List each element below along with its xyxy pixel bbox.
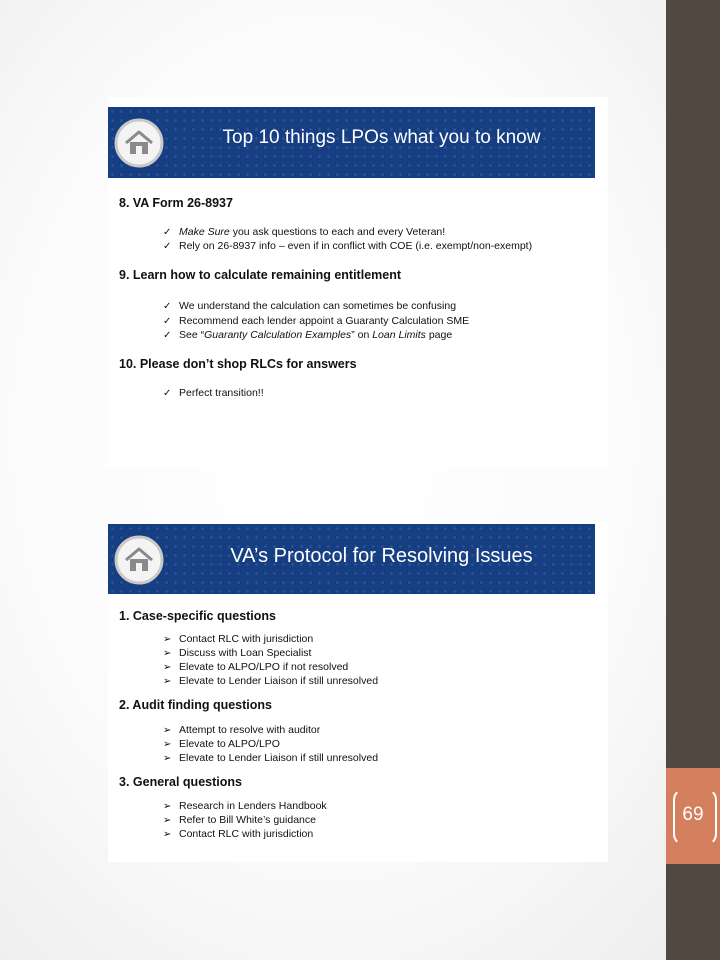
arrow-bullet-icon: ➢ (163, 725, 172, 736)
arrow-bullet-icon: ➢ (163, 753, 172, 764)
item-text: Elevate to Lender Liaison if still unresolved (179, 675, 379, 687)
list-item (163, 752, 378, 764)
item-text: Discuss with Loan Specialist (179, 647, 312, 659)
checkmark-icon: ✓ (163, 301, 172, 312)
item-text: Refer to Bill White’s guidance (179, 814, 316, 826)
item-text: page (425, 329, 453, 341)
checkmark-icon: ✓ (163, 316, 172, 327)
section-heading: 10. Please don’t shop RLCs for answers (119, 357, 357, 371)
item-text: See “ (179, 329, 205, 341)
page-number: 69 (682, 804, 704, 825)
item-text: Elevate to Lender Liaison if still unresolved (179, 752, 379, 764)
item-emphasis: Make Sure (179, 226, 230, 238)
slide-2-title-banner (108, 524, 595, 594)
arrow-bullet-icon: ➢ (163, 801, 172, 812)
list-item (163, 828, 313, 840)
item-text: Contact RLC with jurisdiction (179, 828, 314, 840)
list-item (163, 226, 445, 238)
list-item (163, 814, 316, 826)
slide-1-title-banner (108, 107, 595, 178)
slide-image-2 (108, 522, 608, 862)
item-emphasis: Loan Limits (372, 329, 426, 341)
slide-2-title: VA’s Protocol for Resolving Issues (230, 545, 533, 567)
item-emphasis: Guaranty Calculation Examples (204, 329, 352, 341)
item-text: Perfect transition!! (179, 387, 264, 399)
item-text: Rely on 26-8937 info – even if in conflict with COE (i.e. exempt/non-exempt) (179, 240, 533, 252)
section-heading: 3. General questions (119, 775, 242, 789)
checkmark-icon: ✓ (163, 241, 172, 252)
list-item (163, 633, 313, 645)
slide-1-title: Top 10 things LPOs what you to know (222, 127, 541, 148)
item-text: Research in Lenders Handbook (179, 800, 327, 812)
list-item (163, 240, 532, 252)
section-heading: 2. Audit finding questions (119, 698, 272, 712)
checkmark-icon: ✓ (163, 227, 172, 238)
arrow-bullet-icon: ➢ (163, 634, 172, 645)
list-item (163, 647, 311, 659)
page-number-badge (666, 768, 720, 864)
list-item (163, 315, 469, 327)
arrow-bullet-icon: ➢ (163, 739, 172, 750)
list-item (163, 329, 452, 341)
item-text: Elevate to ALPO/LPO (179, 738, 280, 750)
item-text: Contact RLC with jurisdiction (179, 633, 314, 645)
section-heading: 9. Learn how to calculate remaining entitlement (119, 268, 402, 282)
checkmark-icon: ✓ (163, 388, 172, 399)
item-text: you ask questions to each and every Veteran! (229, 226, 446, 238)
arrow-bullet-icon: ➢ (163, 815, 172, 826)
checkmark-icon: ✓ (163, 330, 172, 341)
arrow-bullet-icon: ➢ (163, 676, 172, 687)
list-item (163, 738, 280, 750)
list-item (163, 387, 264, 399)
arrow-bullet-icon: ➢ (163, 829, 172, 840)
slide-image-1 (108, 97, 608, 467)
list-item (163, 800, 327, 812)
home-icon (114, 535, 164, 585)
list-item (163, 661, 348, 673)
list-item (163, 724, 320, 736)
list-item (163, 300, 456, 312)
item-text: Recommend each lender appoint a Guaranty Calculation SME (179, 315, 470, 327)
item-text: ” on (351, 329, 373, 341)
section-heading: 8. VA Form 26-8937 (119, 196, 233, 210)
item-text: Attempt to resolve with auditor (179, 724, 321, 736)
item-text: Elevate to ALPO/LPO if not resolved (179, 661, 349, 673)
arrow-bullet-icon: ➢ (163, 648, 172, 659)
arrow-bullet-icon: ➢ (163, 662, 172, 673)
item-text: We understand the calculation can sometimes be confusing (179, 300, 457, 312)
list-item (163, 675, 378, 687)
home-icon (114, 118, 164, 168)
section-heading: 1. Case-specific questions (119, 609, 277, 623)
